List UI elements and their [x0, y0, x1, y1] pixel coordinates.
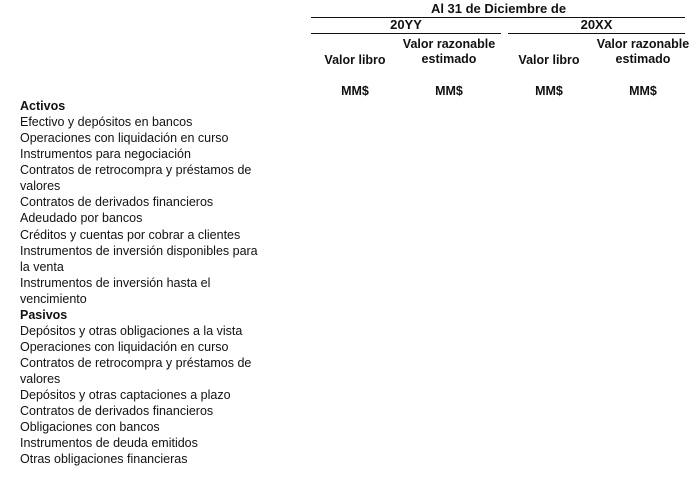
row-label: Instrumentos para negociación [20, 147, 191, 161]
column-header-valor-libro-yy: Valor libro [324, 53, 386, 67]
column-unit: MM$ [435, 84, 463, 98]
row-label: Contratos de retrocompra y préstamos de [20, 163, 252, 177]
row-label: vencimiento [20, 292, 87, 306]
row-label: Créditos y cuentas por cobrar a clientes [20, 228, 241, 242]
row-label: Instrumentos de inversión disponibles para [20, 244, 258, 258]
year-header-yy: 20YY [390, 17, 422, 32]
row-label: Contratos de derivados financieros [20, 195, 214, 209]
header-rule-xx [508, 33, 685, 34]
row-label: Operaciones con liquidación en curso [20, 131, 229, 145]
row-label: Contratos de retrocompra y préstamos de [20, 356, 252, 370]
row-label: Efectivo y depósitos en bancos [20, 115, 193, 129]
row-label: Operaciones con liquidación en curso [20, 340, 229, 354]
row-label: Otras obligaciones financieras [20, 452, 188, 466]
row-label: la venta [20, 260, 64, 274]
row-label: valores [20, 372, 61, 386]
year-header-xx: 20XX [580, 17, 613, 32]
row-label: Instrumentos de deuda emitidos [20, 436, 198, 450]
column-unit: MM$ [341, 84, 369, 98]
section-heading-pasivos: Pasivos [20, 308, 68, 322]
row-label: Instrumentos de inversión hasta el [20, 276, 211, 290]
column-unit: MM$ [629, 84, 657, 98]
column-unit: MM$ [535, 84, 563, 98]
row-label: Obligaciones con bancos [20, 420, 160, 434]
row-label: valores [20, 179, 61, 193]
column-header-valor-razonable-yy: Valor razonable estimado [402, 37, 496, 66]
table-header-title: Al 31 de Diciembre de [430, 1, 567, 16]
row-label: Depósitos y otras captaciones a plazo [20, 388, 231, 402]
section-heading-activos: Activos [20, 99, 66, 113]
row-label: Contratos de derivados financieros [20, 404, 214, 418]
header-rule-yy [311, 33, 501, 34]
row-label: Depósitos y otras obligaciones a la vista [20, 324, 243, 338]
column-header-valor-libro-xx: Valor libro [518, 53, 580, 67]
column-header-valor-razonable-xx: Valor razonable estimado [596, 37, 690, 66]
row-label: Adeudado por bancos [20, 211, 143, 225]
